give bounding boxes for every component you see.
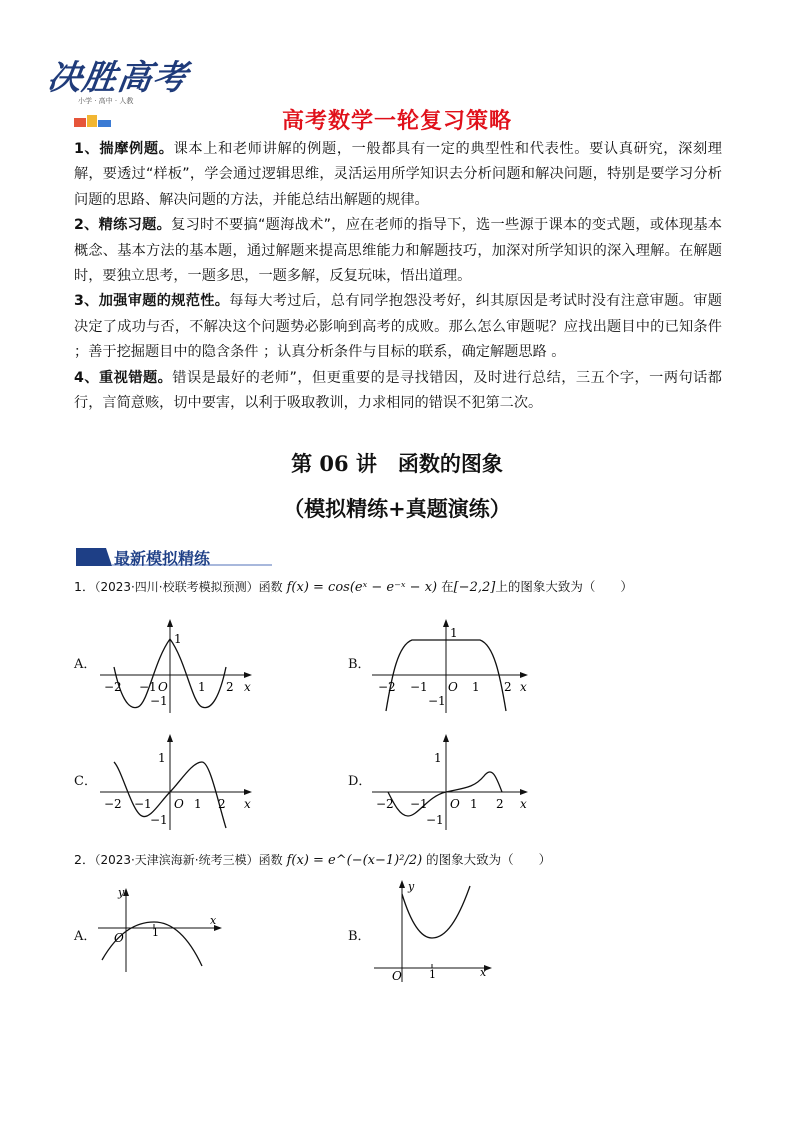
- tick-label: 1: [152, 926, 159, 939]
- lecture-subtitle: （模拟精练+真题演练）: [283, 496, 511, 521]
- strategy-item: [74, 137, 722, 213]
- logo-text: 决胜高考: [44, 58, 191, 98]
- tick-label: −2: [104, 680, 122, 694]
- option-d-label[interactable]: D．: [348, 774, 372, 789]
- tick-label: 1: [174, 632, 182, 646]
- x-axis-label: x: [480, 966, 487, 979]
- y-axis-label: y: [118, 886, 125, 899]
- question-formula: f(x) = cos(eˣ − e⁻ˣ − x): [286, 580, 438, 595]
- x-axis-label: x: [520, 797, 527, 811]
- page-title: 高考数学一轮复习策略: [281, 109, 512, 134]
- strategy-head: 4、重视错题。: [74, 369, 173, 386]
- strategy-item: [74, 213, 722, 289]
- y-axis-label: y: [408, 880, 415, 893]
- option-c-label[interactable]: C．: [74, 774, 97, 789]
- strategy-body: 课本上和老师讲解的例题，一般都具有一定的典型性和代表性。要认真研究，深刻理解，要透过“样板”，学会通过逻辑思维，灵活运用所学知识去分析问题和解决问题，特别是要学习分析问题的思路、解决问题的方法，并能总结出解题的规律。: [74, 141, 722, 208]
- option-a-label[interactable]: A．: [74, 929, 97, 944]
- tick-label: 1: [434, 751, 442, 765]
- strategy-body: 错误是最好的老师”，但更重要的是寻找错因，及时进行总结，三五个字，一两句话都行，言简意赅，切中要害，以利于吸取教训，力求相同的错误不犯第二次。: [74, 369, 722, 412]
- tick-label: 1: [470, 797, 478, 811]
- tick-label: 1: [194, 797, 202, 811]
- tick-label: −1: [139, 680, 157, 694]
- option-b-label[interactable]: B．: [348, 929, 371, 944]
- origin-label: O: [448, 680, 458, 694]
- strategy-head: 1、揣摩例题。: [74, 141, 174, 157]
- tick-label: 1: [198, 680, 206, 694]
- question-number: 2．: [74, 852, 95, 867]
- graph-q2-option-b[interactable]: [372, 876, 502, 986]
- x-axis-label: x: [244, 797, 251, 811]
- x-axis-label: x: [244, 680, 251, 694]
- question-text: 在: [441, 579, 454, 594]
- graph-option-c[interactable]: [92, 732, 262, 832]
- origin-label: O: [114, 931, 124, 945]
- strategy-item: [74, 289, 722, 365]
- strategy-body: 每每大考过后，总有同学抱怨没考好，纠其原因是考试时没有注意审题。审题决定了成功与否，不解决这个问题势必影响到高考的成败。那么怎么审题呢？应找出题目中的已知条件 ；善于挖掘题目中的隐含条件 ；认真分析条件与目标的联系，确定解题思路 。: [74, 293, 722, 361]
- question-text: 的图象大致为（ ）: [426, 852, 552, 867]
- strategy-head: 2、精练习题。: [74, 217, 172, 234]
- origin-label: O: [158, 680, 168, 694]
- x-axis-label: x: [210, 914, 217, 927]
- tick-label: 1: [158, 751, 166, 765]
- question-source: （2023·四川·校联考模拟预测）函数: [94, 580, 283, 594]
- strategy-section: [74, 137, 722, 416]
- tick-label: 2: [496, 797, 504, 811]
- tick-label: 2: [218, 797, 226, 811]
- question-1: [74, 577, 633, 595]
- origin-label: O: [174, 797, 184, 811]
- tick-label: 2: [504, 680, 512, 694]
- strategy-body: 复习时不要搞“题海战术”，应在老师的指导下，选一些源于课本的变式题，或体现基本概念、基本方法的基本题，通过解题来提高思维能力和解题技巧，加深对所学知识的深入理解。在解题时，要独立思考，一题多思，一题多解，反复玩味，悟出道理。: [74, 217, 722, 285]
- tick-label: 1: [472, 680, 480, 694]
- tick-label: −2: [104, 797, 122, 811]
- logo-subtext: 小学 · 高中 · 人教: [78, 97, 134, 105]
- tick-label: −1: [426, 813, 444, 827]
- option-a-label[interactable]: A．: [74, 657, 97, 672]
- tick-label: 1: [429, 968, 436, 981]
- x-axis-label: x: [520, 680, 527, 694]
- tick-label: −1: [428, 694, 446, 708]
- tick-label: 2: [226, 680, 234, 694]
- origin-label: O: [450, 797, 460, 811]
- question-2: [74, 850, 551, 868]
- graph-option-a[interactable]: [92, 615, 262, 715]
- tick-label: 1: [450, 626, 458, 640]
- strategy-head: 3、加强审题的规范性。: [74, 293, 230, 310]
- tick-label: −2: [376, 797, 394, 811]
- tick-label: −1: [410, 680, 428, 694]
- option-b-label[interactable]: B．: [348, 657, 371, 672]
- question-text: 上的图象大致为（ ）: [495, 579, 633, 594]
- question-interval: [−2,2]: [453, 580, 496, 595]
- tick-label: −2: [378, 680, 396, 694]
- tick-label: −1: [410, 797, 428, 811]
- question-formula: f(x) = e^(−(x−1)²/2): [286, 853, 423, 868]
- tick-label: −1: [134, 797, 152, 811]
- graph-option-d[interactable]: [368, 732, 538, 832]
- lecture-title: 第 06 讲 函数的图象: [291, 451, 503, 476]
- section-label: 最新模拟精练: [114, 549, 211, 568]
- graph-option-b[interactable]: [368, 615, 538, 715]
- question-number: 1．: [74, 579, 95, 594]
- graph-q2-option-a[interactable]: [92, 884, 232, 974]
- strategy-item: [74, 366, 722, 417]
- tick-label: −1: [150, 694, 168, 708]
- question-source: （2023·天津滨海新·统考三模）函数: [94, 853, 283, 867]
- origin-label: O: [392, 969, 402, 983]
- tick-label: −1: [150, 813, 168, 827]
